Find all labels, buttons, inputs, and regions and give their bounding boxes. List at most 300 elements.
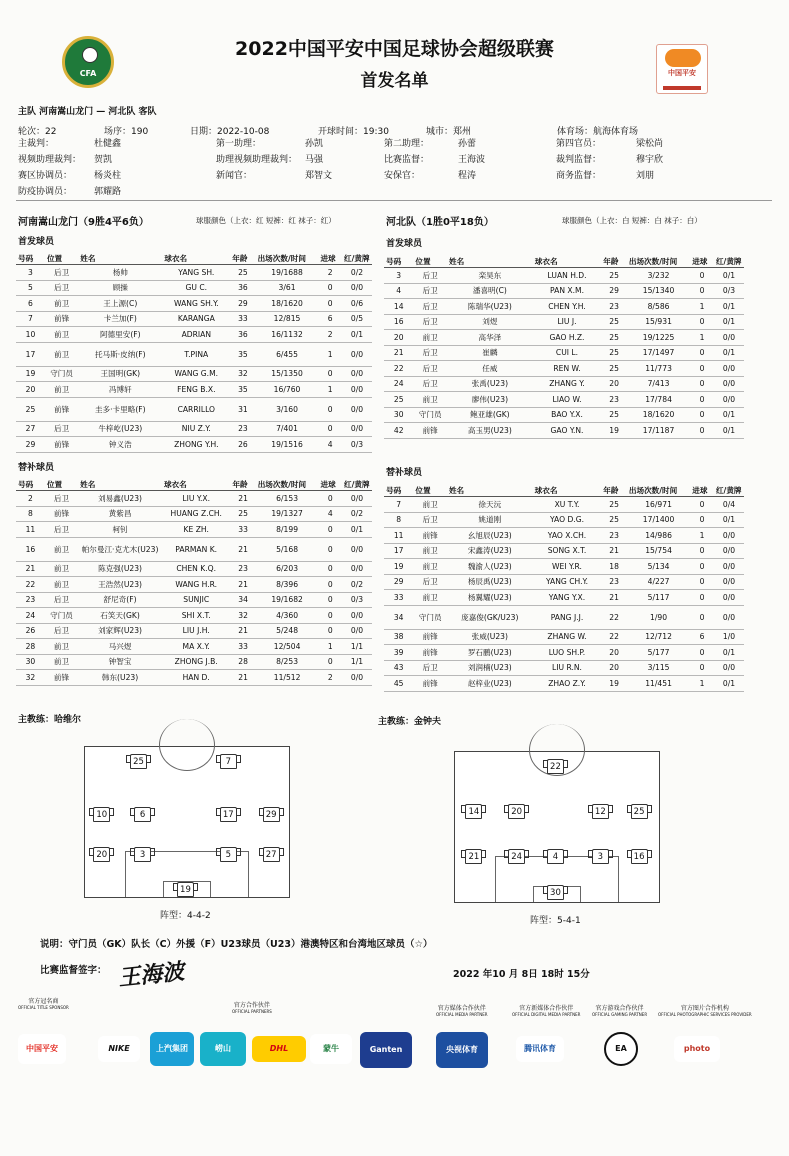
player-shirt-icon: 22	[547, 759, 564, 774]
player-cell: 0/0	[342, 670, 372, 686]
player-cell: 23	[16, 592, 45, 608]
player-cell: MA X.Y.	[162, 639, 230, 655]
player-cell: 0	[690, 423, 714, 439]
player-cell: 前卫	[45, 327, 78, 343]
player-shirt-icon: 10	[93, 807, 110, 822]
player-cell: 0/0	[714, 330, 744, 346]
column-header: 红/黄牌	[714, 256, 744, 268]
player-cell: 24	[16, 608, 45, 624]
player-cell: 19/1225	[627, 330, 690, 346]
official-name: 郑智文	[305, 171, 333, 181]
player-cell: 前锋	[413, 528, 447, 544]
player-shirt-icon: 30	[547, 885, 564, 900]
player-cell: 5/248	[256, 623, 319, 639]
home-coach	[18, 712, 81, 725]
player-cell: ZHANG Y.	[533, 376, 602, 392]
player-cell: ZHONG J.B.	[162, 654, 230, 670]
player-cell: GAO Y.N.	[533, 423, 602, 439]
player-cell: 19/1682	[256, 592, 319, 608]
column-header: 球衣名	[533, 256, 602, 268]
pingan-logo: 中国平安	[18, 1034, 66, 1064]
player-shirt-icon: 4	[547, 849, 564, 864]
player-cell: 0/1	[714, 645, 744, 661]
player-shirt-icon: 27	[263, 847, 280, 862]
player-row	[384, 543, 744, 559]
dhl-logo: DHL	[252, 1036, 306, 1062]
player-cell: 0/5	[342, 311, 372, 327]
player-cell: 崔麟	[447, 345, 533, 361]
player-cell: LIU Y.X.	[162, 491, 230, 507]
player-cell: 29	[16, 437, 45, 453]
player-cell: SUNJIC	[162, 592, 230, 608]
official-name: 刘朋	[636, 171, 655, 181]
player-cell: 前锋	[413, 676, 447, 692]
column-header: 出场次数/时间	[627, 485, 690, 497]
player-cell: 幺旭辰(U23)	[447, 528, 533, 544]
player-cell: LIU J.	[533, 314, 602, 330]
player-cell: 0	[690, 268, 714, 284]
player-cell: 0	[690, 376, 714, 392]
player-cell: ZHAO Z.Y.	[533, 676, 602, 692]
player-cell: 26	[16, 623, 45, 639]
player-cell: 21	[230, 491, 255, 507]
official-name: 程涛	[458, 171, 477, 181]
player-cell: 25	[601, 314, 627, 330]
player-cell: BAO Y.X.	[533, 407, 602, 423]
home-formation-pitch	[84, 746, 290, 898]
player-cell: 8	[384, 512, 413, 528]
player-cell: 0/3	[714, 283, 744, 299]
home-subs-label: 替补球员	[18, 463, 55, 473]
player-cell: 后卫	[45, 280, 78, 296]
official-role-label: 主裁判：	[18, 139, 55, 149]
player-cell: 后卫	[413, 345, 447, 361]
sponsor-sub: OFFICIAL MEDIA PARTNER	[436, 1012, 488, 1017]
away-formation: 阵型：5-4-1	[530, 916, 581, 926]
official-role-label: 视频助理裁判：	[18, 155, 82, 165]
sponsor-label-partners	[232, 1000, 272, 1014]
player-cell: LUAN H.D.	[533, 268, 602, 284]
home-starters-table	[16, 253, 372, 453]
player-cell: 舒尼奇(F)	[78, 592, 162, 608]
player-row	[384, 590, 744, 606]
player-row	[16, 522, 372, 538]
player-cell: 守门员	[413, 407, 447, 423]
player-row	[384, 283, 744, 299]
player-cell: 0/2	[342, 506, 372, 522]
away-formation-pitch	[454, 751, 660, 903]
player-cell: 0	[690, 497, 714, 513]
player-cell: 0	[690, 645, 714, 661]
player-row	[16, 342, 372, 366]
player-cell: 28	[230, 654, 255, 670]
player-shirt-icon: 17	[220, 807, 237, 822]
player-cell: 前卫	[45, 342, 78, 366]
player-cell: 5/134	[627, 559, 690, 575]
player-cell: 栾昊东	[447, 268, 533, 284]
match-date: 日期：2022-10-08	[190, 127, 270, 137]
player-cell: 34	[384, 605, 413, 629]
player-row	[384, 330, 744, 346]
player-cell: 1	[319, 639, 343, 655]
column-header: 出场次数/时间	[256, 479, 319, 491]
player-cell: 19	[16, 366, 45, 382]
player-row	[384, 345, 744, 361]
player-cell: 0	[319, 561, 343, 577]
home-team-name: 河南嵩山龙门（9胜4平6负）	[18, 217, 149, 228]
sponsor-title: 官方媒体合作伙伴	[437, 1005, 486, 1012]
player-shirt-icon: 20	[508, 804, 525, 819]
player-cell: LIAO W.	[533, 392, 602, 408]
player-shirt-icon: 3	[134, 847, 151, 862]
player-cell: 17/1400	[627, 512, 690, 528]
official-role-label: 第四官员：	[556, 139, 602, 149]
player-cell: 0/3	[342, 437, 372, 453]
player-cell: 32	[230, 366, 255, 382]
player-cell: 0/0	[714, 559, 744, 575]
player-cell: 韩东(U23)	[78, 670, 162, 686]
official-role-label: 第二助理：	[384, 139, 430, 149]
column-header: 位置	[413, 485, 447, 497]
official-name: 穆宇欣	[636, 155, 664, 165]
player-shirt-icon: 24	[508, 849, 525, 864]
away-starters-label: 首发球员	[386, 239, 423, 249]
player-row	[384, 574, 744, 590]
home-subs-table	[16, 479, 372, 686]
sponsor-sub: OFFICIAL TITLE SPONSOR	[18, 1005, 69, 1010]
player-cell: 31	[230, 397, 255, 421]
player-cell: 高玉男(U23)	[447, 423, 533, 439]
player-cell: 前锋	[45, 506, 78, 522]
player-cell: 1	[690, 330, 714, 346]
player-row	[384, 361, 744, 377]
official-role-label: 比赛监督：	[384, 155, 430, 165]
away-team-name: 河北队（1胜0平18负）	[386, 217, 494, 228]
player-cell: 0	[690, 574, 714, 590]
legend-note: 说明：守门员（GK）队长（C）外援（F）U23球员（U23）港澳特区和台湾地区球员（☆）	[40, 939, 433, 950]
player-cell: 18/1620	[256, 296, 319, 312]
stadium: 体育场：航海体育场	[557, 127, 639, 137]
column-header: 姓名	[78, 479, 162, 491]
official-role-label: 助理视频助理裁判：	[216, 155, 298, 165]
player-cell: 25	[601, 330, 627, 346]
player-cell: 36	[230, 280, 255, 296]
player-row	[16, 654, 372, 670]
sponsor-label-media	[436, 1003, 488, 1017]
player-cell: 8	[16, 506, 45, 522]
player-cell: 33	[230, 639, 255, 655]
player-cell: 21	[16, 561, 45, 577]
nike-logo: NIKE	[98, 1036, 140, 1062]
player-cell: 0/1	[714, 512, 744, 528]
player-cell: 前卫	[413, 590, 447, 606]
player-cell: 4	[384, 283, 413, 299]
player-cell: 后卫	[413, 376, 447, 392]
player-cell: 36	[230, 327, 255, 343]
player-cell: 前卫	[45, 639, 78, 655]
player-cell: 前卫	[45, 654, 78, 670]
player-cell: PANG J.J.	[533, 605, 602, 629]
column-header: 年龄	[601, 485, 627, 497]
player-cell: 后卫	[413, 268, 447, 284]
player-cell: 0/0	[342, 491, 372, 507]
player-cell: 0/0	[714, 528, 744, 544]
column-header: 红/黄牌	[342, 253, 372, 265]
home-coach-name: 哈维尔	[54, 715, 82, 725]
player-cell: 0/3	[342, 592, 372, 608]
player-row	[16, 577, 372, 593]
home-kit-colors: 球服颜色（上衣：红 短裤：红 袜子：红）	[196, 216, 336, 225]
player-cell: YANG CH.Y.	[533, 574, 602, 590]
player-cell: 0	[319, 491, 343, 507]
player-cell: 庞嘉俊(GK/U23)	[447, 605, 533, 629]
player-cell: 21	[230, 670, 255, 686]
player-cell: 0/0	[714, 590, 744, 606]
player-cell: 23	[230, 561, 255, 577]
player-cell: 12/504	[256, 639, 319, 655]
player-cell: 12/712	[627, 629, 690, 645]
player-cell: ZHANG W.	[533, 629, 602, 645]
player-cell: 3/232	[627, 268, 690, 284]
player-cell: 3	[16, 265, 45, 281]
player-cell: 黄紫昌	[78, 506, 162, 522]
player-cell: 石笑天(GK)	[78, 608, 162, 624]
player-cell: 33	[230, 311, 255, 327]
column-header: 红/黄牌	[714, 485, 744, 497]
player-cell: 19	[601, 676, 627, 692]
official-name: 梁松尚	[636, 139, 664, 149]
player-cell: 8/396	[256, 577, 319, 593]
player-cell: 15/754	[627, 543, 690, 559]
player-cell: 28	[16, 639, 45, 655]
player-row	[16, 366, 372, 382]
player-cell: 29	[601, 283, 627, 299]
player-shirt-icon: 5	[220, 847, 237, 862]
player-cell: 0/0	[342, 397, 372, 421]
player-cell: 0	[318, 296, 342, 312]
column-header: 年龄	[230, 479, 255, 491]
player-cell: 4/227	[627, 574, 690, 590]
sponsor-sub: OFFICIAL PARTNERS	[232, 1009, 272, 1014]
player-cell: 3	[384, 268, 413, 284]
column-header: 位置	[45, 479, 78, 491]
player-cell: 后卫	[413, 512, 447, 528]
player-cell: 0	[690, 590, 714, 606]
player-cell: 0	[690, 314, 714, 330]
player-cell: 22	[601, 605, 627, 629]
player-cell: 帕尔曼江·克尤木(U23)	[78, 537, 162, 561]
player-row	[384, 299, 744, 315]
player-cell: 10	[16, 327, 45, 343]
official-role-label: 新闻官：	[216, 171, 253, 181]
player-cell: 8/253	[256, 654, 319, 670]
player-cell: 前锋	[45, 397, 78, 421]
player-cell: 1	[690, 299, 714, 315]
player-cell: 12/815	[256, 311, 319, 327]
player-cell: REN W.	[533, 361, 602, 377]
player-cell: 15/1340	[627, 283, 690, 299]
player-cell: 后卫	[413, 299, 447, 315]
player-cell: 0/0	[342, 608, 372, 624]
player-cell: 前卫	[45, 537, 78, 561]
sponsor-sub: OFFICIAL PHOTOGRAPHIC SERVICES PROVIDER	[658, 1012, 752, 1017]
player-cell: YAO D.G.	[533, 512, 602, 528]
column-header: 号码	[384, 256, 413, 268]
player-cell: 顾操	[78, 280, 162, 296]
player-row	[384, 512, 744, 528]
official-name: 孙凯	[305, 139, 324, 149]
player-cell: 赵梓业(U23)	[447, 676, 533, 692]
away-subs-label: 替补球员	[386, 468, 423, 478]
player-cell: 0	[319, 592, 343, 608]
player-cell: WEI Y.R.	[533, 559, 602, 575]
official-name: 郭耀路	[94, 187, 122, 197]
player-cell: 王浩然(U23)	[78, 577, 162, 593]
player-cell: 20	[601, 645, 627, 661]
player-cell: 后卫	[45, 491, 78, 507]
column-header: 球衣名	[162, 479, 230, 491]
player-cell: 16	[16, 537, 45, 561]
player-cell: 1/1	[342, 654, 372, 670]
player-cell: 25	[601, 512, 627, 528]
player-cell: 0/0	[342, 537, 372, 561]
player-cell: 3/160	[256, 397, 319, 421]
player-cell: 43	[384, 660, 413, 676]
player-cell: 姚道刚	[447, 512, 533, 528]
player-shirt-icon: 20	[93, 847, 110, 862]
player-row	[384, 268, 744, 284]
player-cell: GU C.	[162, 280, 230, 296]
player-cell: 0/1	[714, 676, 744, 692]
supervisor-signature: 王海波	[116, 958, 186, 992]
player-cell: GAO H.Z.	[533, 330, 602, 346]
sponsor-sub: OFFICIAL GAMING PARTNER	[592, 1012, 648, 1017]
column-header: 进球	[690, 485, 714, 497]
official-name: 马强	[305, 155, 324, 165]
player-cell: 27	[16, 421, 45, 437]
player-cell: 后卫	[45, 421, 78, 437]
column-header: 年龄	[230, 253, 255, 265]
sponsor-title: 官方图片合作机构	[680, 1005, 729, 1012]
away-coach-label: 主教练：	[378, 717, 415, 727]
player-row	[16, 421, 372, 437]
player-cell: 23	[601, 574, 627, 590]
player-cell: 15/1350	[256, 366, 319, 382]
player-cell: 0/1	[342, 522, 372, 538]
player-cell: 19	[384, 559, 413, 575]
player-cell: SHI X.T.	[162, 608, 230, 624]
player-cell: YANG Y.X.	[533, 590, 602, 606]
player-row	[384, 497, 744, 513]
player-cell: 0	[319, 623, 343, 639]
player-cell: 23	[230, 421, 255, 437]
player-cell: 守门员	[45, 608, 78, 624]
signature-label: 比赛监督签字：	[40, 965, 107, 976]
sheet-title: 首发名单	[360, 71, 429, 91]
player-shirt-icon: 6	[134, 807, 151, 822]
player-cell: 前锋	[413, 629, 447, 645]
away-kit-colors: 球服颜色（上衣：白 短裤：白 袜子：白）	[562, 216, 702, 225]
player-shirt-icon: 29	[263, 807, 280, 822]
player-cell: 潘喜明(C)	[447, 283, 533, 299]
player-cell: 0/0	[342, 623, 372, 639]
player-cell: 廖伟(U23)	[447, 392, 533, 408]
player-row	[384, 605, 744, 629]
official-name: 王海波	[458, 155, 486, 165]
divider	[16, 200, 772, 201]
player-cell: 0	[319, 654, 343, 670]
player-cell: 33	[230, 522, 255, 538]
player-cell: 6	[16, 296, 45, 312]
player-cell: 21	[601, 590, 627, 606]
player-cell: WANG SH.Y.	[162, 296, 230, 312]
column-header: 号码	[384, 485, 413, 497]
sponsor-title: 官方冠名商	[28, 998, 59, 1005]
sponsor-sub: OFFICIAL DIGITAL MEDIA PARTNER	[512, 1012, 581, 1017]
player-cell: 后卫	[45, 522, 78, 538]
player-cell: 7/401	[256, 421, 319, 437]
player-cell: 17/1187	[627, 423, 690, 439]
player-cell: 6/203	[256, 561, 319, 577]
player-row	[16, 639, 372, 655]
player-cell: 张威(U23)	[447, 629, 533, 645]
player-cell: 0/1	[714, 423, 744, 439]
sponsor-label-title	[18, 996, 69, 1010]
player-cell: WANG H.R.	[162, 577, 230, 593]
player-cell: 0	[690, 407, 714, 423]
player-cell: 22	[601, 629, 627, 645]
player-cell: 0	[690, 512, 714, 528]
player-cell: 1/1	[342, 639, 372, 655]
player-cell: 前锋	[45, 437, 78, 453]
tencent-sports-logo: 腾讯体育	[516, 1036, 564, 1062]
player-cell: 20	[16, 382, 45, 398]
home-away-line: 主队 河南嵩山龙门 — 河北队 客队	[18, 107, 157, 117]
player-cell: 柯钊	[78, 522, 162, 538]
official-name: 贺凯	[94, 155, 113, 165]
player-row	[384, 660, 744, 676]
player-cell: 守门员	[413, 605, 447, 629]
player-cell: 17/784	[627, 392, 690, 408]
saic-logo: 上汽集团	[150, 1032, 194, 1066]
column-header: 进球	[319, 479, 343, 491]
player-cell: 杨辰禹(U23)	[447, 574, 533, 590]
player-cell: 17	[16, 342, 45, 366]
player-cell: HUANG Z.CH.	[162, 506, 230, 522]
player-cell: 26	[230, 437, 255, 453]
player-cell: 鲍亚雄(GK)	[447, 407, 533, 423]
player-cell: 24	[384, 376, 413, 392]
player-cell: 19/1688	[256, 265, 319, 281]
player-cell: 25	[230, 265, 255, 281]
player-cell: 0	[690, 543, 714, 559]
player-cell: 0/1	[714, 407, 744, 423]
player-cell: 0/0	[714, 376, 744, 392]
player-cell: 0/0	[714, 605, 744, 629]
player-cell: 3/61	[256, 280, 319, 296]
player-cell: 0	[690, 559, 714, 575]
player-cell: 21	[230, 623, 255, 639]
player-row	[16, 608, 372, 624]
player-cell: 7	[16, 311, 45, 327]
player-cell: 前锋	[413, 423, 447, 439]
player-cell: 25	[601, 407, 627, 423]
player-cell: FENG B.X.	[162, 382, 230, 398]
player-row	[16, 296, 372, 312]
player-cell: 前卫	[413, 543, 447, 559]
player-cell: 33	[384, 590, 413, 606]
column-header: 年龄	[601, 256, 627, 268]
